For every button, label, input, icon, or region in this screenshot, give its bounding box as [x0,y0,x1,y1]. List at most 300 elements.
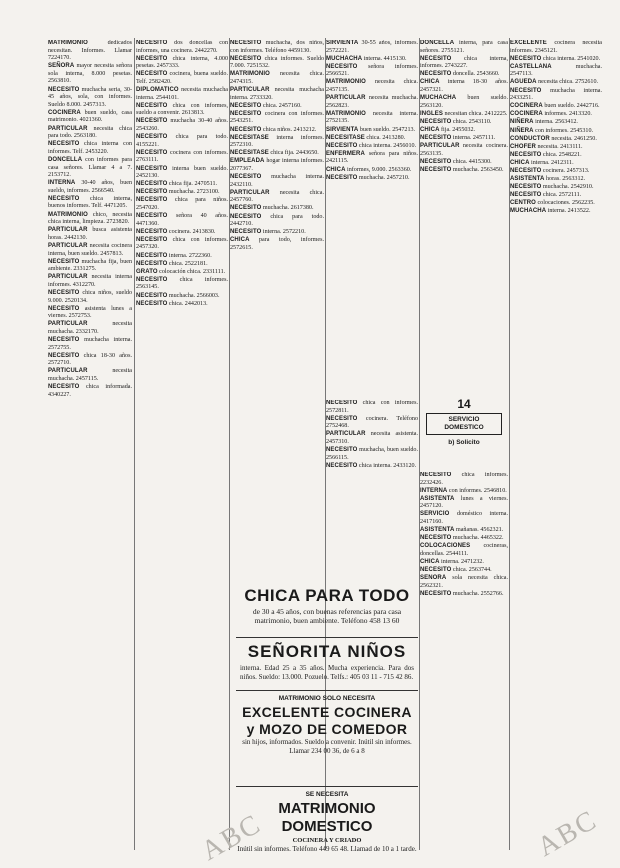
classified-keyword: MATRIMONIO [48,40,88,46]
classified-keyword: MUCHACHA [326,55,363,62]
classified-keyword: NECESITO [136,189,168,196]
classified-keyword: NECESITO [48,305,80,312]
classified-ad [136,71,228,86]
classified-ad [136,166,228,181]
classified-ad [420,79,508,94]
classified-ad [510,64,602,79]
classified-text: 30-40 años, buen sueldo, informes. 2566540. [48,180,132,194]
classified-keyword: NECESITO [230,205,262,212]
classified-text: chica con informes. 2457320. [136,236,228,251]
classified-keyword: NECESITO [136,292,168,299]
classified-text: necesita interna. 2752135. [326,110,418,125]
classified-ad [326,175,418,183]
classified-keyword: NECESITO [136,236,168,243]
classified-text: interna. 2413522. [546,208,591,215]
classified-keyword: NECESITASE [326,134,365,141]
classified-text: chica fija. 2470511. [167,181,218,188]
classified-ad [136,87,228,102]
classified-ad [230,40,324,55]
classified-keyword: SIRVIENTA [326,126,359,133]
classified-text: muchacha interna. 2432110. [230,174,324,188]
classified-ad [48,212,132,227]
classified-ad [48,157,132,180]
classified-keyword: NECESITO [136,149,168,156]
classified-text: muchacha. 4465322. [451,535,504,542]
classified-ad [510,88,602,103]
classified-text: lunes a viernes. 2457120. [420,495,508,510]
ad-matrimonio-domestico [236,790,418,853]
classified-text: para todo, informes. 2572615. [230,237,324,251]
classified-keyword: NECESITO [48,258,80,265]
classified-keyword: NECESITO [510,168,542,174]
classified-text: asistenta lunes a viernes. 2572753. [48,305,132,320]
ad-intro: MATRIMONIO SOLO NECESITA [278,695,376,702]
classified-ad [230,190,324,205]
classified-keyword: CENTRO [510,200,536,207]
classified-text: muchacha, buen sueldo. 2566115. [326,447,418,461]
classified-keyword: PARTICULAR [48,125,88,132]
classified-ad [48,40,132,63]
classified-ad [420,543,508,558]
classified-ad [136,103,228,118]
section-number: 14 [457,397,471,411]
classified-keyword: CHICA [326,166,346,173]
classified-ad [510,184,602,192]
classified-text: chica con informes. 2572811. [326,400,418,414]
classified-column-5 [420,40,508,395]
classified-keyword: PARTICULAR [48,321,88,328]
classified-keyword: NECESITO [230,102,262,109]
classified-keyword: NECESITO [136,165,168,172]
classified-keyword: AGUEDA [510,79,537,86]
classified-keyword: SERVICIO [420,511,450,518]
classified-ad [326,111,418,126]
classified-text: necesita muchacha. 2457115. [48,368,132,383]
classified-keyword: ASISTENTA [510,176,545,183]
classified-keyword: SIRVIENTA [326,40,359,46]
classified-keyword: NECESITASE [230,134,269,141]
classified-keyword: MATRIMONIO [48,211,88,218]
classified-keyword: NECESITO [136,300,168,307]
classified-keyword: NECESITO [510,55,542,62]
classified-ad [326,64,418,79]
classified-keyword: PARTICULAR [48,227,88,234]
classified-text: chica. 2442013. [167,300,208,307]
classified-column-2 [136,40,228,848]
classified-ad [230,229,324,237]
classified-ad [510,192,602,200]
classified-keyword: NECESITO [136,102,168,109]
classified-ad [326,463,418,471]
classified-keyword: NECESITO [136,197,168,204]
ad-body: interna. Edad 25 a 35 años. Mucha experiencia. Para dos niños. Sueldo: 13.000. Pozuelo. Telfs.: 405 03 11 - 715 42 86. [240,664,414,681]
classified-text: muchacha seria, 30-45 años, sola, con informes. Sueldo 8.000. 2457313. [48,86,132,108]
classified-ad [420,472,508,487]
classified-text: muchacha. 2552766. [451,590,504,597]
classified-ad [420,119,508,127]
classified-ad [326,447,418,462]
classified-ad [48,337,132,352]
classified-ad [48,87,132,110]
classified-keyword: PARTICULAR [326,95,366,102]
classified-column-1 [48,40,132,848]
classified-text: interna. 2457111. [451,135,496,142]
classified-ad [420,511,508,526]
classified-text: muchacha. 2542910. [541,184,594,191]
classified-text: buen sueldo. 2563120. [420,95,508,109]
classified-keyword: NECESITO [48,290,80,296]
classified-ad [510,152,602,160]
classified-keyword: INGLES [420,110,443,117]
classified-keyword: GRATO [136,268,158,275]
classified-text: muchacha interna. 2572755. [48,337,132,351]
classified-text: chica. 2543110. [451,118,492,125]
classified-text: informes. 2413320. [542,111,592,118]
classified-text: buen sueldo, casa matrimonio. 4021360. [48,109,132,124]
classified-text: muchacha 30-40 años. 2543260. [136,118,228,133]
classified-text: chica informada. 4340227. [48,384,132,398]
classified-ad [326,79,418,94]
classified-text: chica interna. 2433120. [357,462,417,469]
classified-keyword: ASISTENTA [420,495,455,502]
classified-keyword: NECESITO [136,134,168,141]
classified-ad [326,95,418,110]
classified-column-5-lower [420,472,508,850]
classified-keyword: NECESITASE [230,150,269,157]
classified-keyword: NECESITO [136,260,168,267]
classified-keyword: PARTICULAR [420,143,460,150]
section-subtitle: b) Solicito [448,439,480,446]
classified-text: cocinera necesita informes. 2345121. [510,40,602,54]
classified-ad [136,56,228,71]
classified-ad [48,259,132,274]
classified-keyword: PARTICULAR [48,242,88,249]
classified-ad [510,208,602,216]
classified-keyword: NECESITO [420,158,452,165]
ad-body: de 30 a 45 años, con buenas referencias para casa matrimonio, buen ambiente. Teléfono 458 13 60 [252,607,402,625]
classified-keyword: NECESITO [136,40,168,46]
classified-keyword: NECESITO [420,71,452,78]
classified-keyword: NECESITO [230,40,262,46]
classified-ad [420,167,508,175]
classified-text: cocineras, doncellas. 2544111. [420,543,508,557]
classified-text: chica informes. 2563145. [136,276,228,291]
classified-text: hogar interna informes. 2077367. [230,158,324,172]
classified-ad [136,237,228,252]
classified-ad [420,591,508,599]
classified-text: muchacha. 2566003. [167,292,220,299]
classified-text: chica 18-30 años. 2572710. [48,352,132,367]
classified-text: cocinera. Teléfono 2752468. [326,415,418,430]
classified-text: chica interna, informes. 2743227. [420,55,508,70]
classified-ad [510,144,602,152]
classified-keyword: MATRIMONIO [326,110,366,117]
classified-ad [136,277,228,292]
classified-ad [48,141,132,156]
classified-text: muchacha. 2617380. [261,205,314,212]
classified-text: con informes para casa señores. Llamar 4 a 7. 2153712. [48,156,132,179]
classified-keyword: NECESITO [510,192,542,199]
classified-text: necesita. 2461250. [549,135,597,142]
classified-keyword: NECESITO [326,142,358,149]
classified-text: necesitan chica. 2412225. [442,110,508,117]
classified-text: chica niños, sueldo 9.000. 2520134. [48,290,132,304]
classified-ad [420,159,508,167]
classified-text: cocinera. 2413830. [167,228,216,235]
abc-watermark: ABC [196,808,267,867]
classified-text: 30-55 años, informes. 2572221. [326,40,418,54]
classified-keyword: COCINERA [510,111,543,118]
classified-ad [136,229,228,237]
classified-keyword: NECESITO [48,86,80,93]
classified-text: necesita chica. 2457135. [326,79,418,94]
classified-ad [230,135,324,150]
classified-keyword: NECESITO [48,337,80,344]
classified-keyword: INTERNA [420,487,448,494]
classified-ad [230,103,324,111]
classified-ad [136,253,228,261]
classified-ad [510,56,602,64]
classified-keyword: EXCELENTE [510,40,547,46]
classified-text: interna buen sueldo. 2452130. [136,165,228,180]
classified-text: necesita. 2413111. [535,143,583,150]
classified-keyword: SEÑORA [48,63,75,70]
classified-text: chica interna. 2541020. [541,55,601,62]
classified-ad [420,488,508,496]
classified-ad [420,111,508,119]
classified-keyword: NECESITO [326,400,358,406]
classified-ad [510,79,602,87]
section-title-frame [426,413,502,435]
classified-keyword: NECESITO [326,63,358,70]
classified-ad [326,151,418,166]
classified-ad [230,214,324,229]
classified-keyword: PARTICULAR [230,87,270,94]
classified-ad [136,261,228,269]
classified-keyword: CHOFER [510,143,536,150]
classified-ad [48,126,132,141]
classified-keyword: NECESITO [326,174,358,181]
classified-keyword: NECESITO [136,228,168,235]
classified-ad [510,128,602,136]
classified-keyword: NECESITO [136,55,168,62]
classified-text: necesita chica. 2457760. [230,189,324,204]
classified-ad [48,290,132,305]
classified-ad [136,40,228,55]
classified-keyword: CHICA [230,237,250,244]
classified-text: colocaciones. 2562235. [535,200,595,207]
classified-ad [48,368,132,383]
classified-text: chica interna. 2456010. [357,142,417,149]
classified-text: chica. 2563744. [451,567,492,574]
classified-keyword: COLOCACIONES [420,543,471,550]
classified-keyword: NECESITO [48,141,80,148]
classified-ad [136,189,228,197]
classified-text: muchacha. 2723100. [167,189,220,196]
classified-text: chica. 2457160. [261,102,302,109]
classified-ad [48,243,132,258]
classified-keyword: CASTELLANA [510,63,552,70]
classified-keyword: DONCELLA [420,40,455,46]
classified-text: chica fija. 2443650. [268,150,319,157]
classified-ad [420,575,508,590]
classified-keyword: MUCHACHA [510,208,547,215]
classified-ad [510,111,602,119]
classified-text: chica niños. 2413212. [261,126,317,133]
classified-keyword: NECESITO [230,174,262,181]
classified-ad [136,301,228,309]
classified-ad [510,160,602,168]
section-title-line1: SERVICIO [448,416,480,423]
classified-text: fija. 2455032. [439,127,476,134]
classified-keyword: NIÑERA [510,119,534,126]
classified-ad [510,40,602,55]
classified-text: busca asistenta horas. 2442130. [48,227,132,241]
classified-text: interna. 2722360. [167,252,212,259]
classified-ad [136,118,228,133]
classified-text: chica. 2522181. [167,260,208,267]
classified-text: cocinera, buena sueldo. Telf. 2582420. [136,71,228,85]
classified-text: chica interna, buenos informes. Telf. 4471205. [48,195,132,210]
classified-text: chica para todo. 2442710. [230,213,324,228]
classified-keyword: CHICA [510,159,530,166]
classified-keyword: MUCHACHA [420,95,457,102]
abc-watermark: ABC [532,804,603,863]
classified-text: necesita cocinera interna, buen sueldo. 2457813. [48,242,132,257]
classified-text: dos doncellas con informes, una cocinera. 2442270. [136,40,228,54]
classified-text: doméstico interna. 2417160. [420,511,508,526]
classified-text: buen sueldo. 2442716. [542,103,600,110]
classified-text: chica interna con informes. Telf. 2453220. [48,141,132,155]
classified-keyword: NECESITO [420,535,452,542]
classified-text: chica informes. Sueldo 7.000. 7251532. [230,55,324,70]
classified-ad [230,71,324,86]
classified-ad [230,87,324,102]
classified-text: necesita muchacha interna. 2544101. [136,87,228,101]
classified-ad [230,127,324,135]
classified-ad [326,127,418,135]
classified-keyword: NECESITO [136,181,168,188]
classified-ad [136,197,228,212]
classified-ad [230,205,324,213]
classified-column-6 [510,40,602,848]
classified-ad [136,134,228,149]
classified-keyword: NECESITO [136,276,168,283]
classified-keyword: PARTICULAR [230,189,270,196]
classified-text: interna. 2563412. [533,119,578,126]
classified-text: chico, necesita chica interna, limpieza. 2723820. [48,211,132,226]
classified-text: chica interna, 4.000 pesetas. 2457333. [136,55,228,70]
classified-ad [510,176,602,184]
ad-headline: MATRIMONIO DOMESTICO [278,800,376,835]
classified-keyword: EMPLEADA [230,158,265,165]
classified-text: señora 40 años. 4471360. [136,213,228,227]
classified-keyword: ENFERMERA [326,150,365,157]
classified-keyword: NECESITO [48,384,80,391]
classified-ad [326,135,418,143]
classified-keyword: SENORA [420,575,447,582]
classified-text: cocinera. 2457313. [541,168,590,174]
classified-ad [136,213,228,228]
classified-ad [326,416,418,431]
classified-text: chica. 2572111. [541,192,582,199]
classified-column-4 [326,40,418,390]
classified-keyword: NECESITO [136,213,168,220]
classified-keyword: NECESITO [420,118,452,125]
classified-ad [420,535,508,543]
classified-ad [420,135,508,143]
classified-keyword: NECESITO [510,184,542,191]
classified-keyword: NECESITO [136,71,168,78]
classified-keyword: CHICA [420,79,440,86]
classified-ad [136,181,228,189]
classified-keyword: NECESITO [420,135,452,142]
classified-keyword: NECESITO [326,462,358,469]
classified-text: chica. 2413280. [364,134,406,141]
ad-subhead: COCINERA Y CRIADO [292,837,362,844]
classified-keyword: NECESITO [230,126,262,133]
classified-text: muchacha. 2457210. [357,174,410,181]
ad-senorita-ninos [236,640,418,691]
classified-text: muchacha fija, buen ambiente. 2331275. [48,258,132,273]
classified-ad [136,269,228,277]
classified-text: muchacha, dos niños, con informes. Teléfono 4459130. [230,40,324,54]
classified-keyword: PARTICULAR [48,368,88,375]
classified-keyword: NECESITO [326,447,358,454]
classified-text: muchacha. 2547113. [510,63,602,78]
classified-text: necesita chica. 2752610. [536,79,599,86]
classified-keyword: NECESITO [420,55,452,62]
classified-keyword: NECESITO [420,590,452,597]
classified-text: chica con informes, sueldo a convenir. 2613813. [136,102,228,117]
classified-text: señora para niños. 2421115. [326,150,418,165]
classified-ad [326,143,418,151]
classified-text: con informes. 2545310. [533,127,594,134]
classified-ad [510,200,602,208]
classified-ad [420,567,508,575]
ad-headline: CHICA PARA TODO [244,586,410,605]
classified-text: interna. 2471232. [439,559,484,566]
classified-text: colocación chica. 2331111. [157,268,226,275]
classified-text: interna. 2412311. [529,159,574,166]
classified-keyword: NECESITO [230,213,262,220]
ad-chica-para-todo [236,585,418,638]
classified-text: interna informes. 2572310. [230,134,324,149]
ad-intro: SE NECESITA [305,791,349,798]
classified-ad [420,127,508,135]
classified-text: mayor necesita señora sola interna, 8.000 pesetas. 2563810. [48,63,132,85]
classified-keyword: CHICA [420,127,440,134]
classified-ad [136,293,228,301]
classified-ad [510,119,602,127]
classified-keyword: NIÑERA [510,127,534,134]
classified-keyword: NECESITO [420,472,452,478]
classified-ad [326,40,418,55]
classified-ad [326,167,418,175]
classified-ad [420,143,508,158]
classified-ad [48,63,132,86]
classified-ad [48,306,132,321]
classified-text: necesita interna informes. 4312270. [48,274,132,288]
classified-ad [326,431,418,446]
classified-ad [510,136,602,144]
ad-body: sin hijos, informados. Sueldo a convenir. Inútil sin informes. Llamar 234 00 36, de 6 a 8 [242,738,412,755]
classified-ad [510,168,602,176]
classified-keyword: NECESITO [48,195,80,202]
ad-body: Inútil sin informes. Teléfono 449 65 48. Llamad de 10 a 1 tarde. [237,845,417,853]
classified-ad [420,559,508,567]
classified-ad [420,527,508,535]
